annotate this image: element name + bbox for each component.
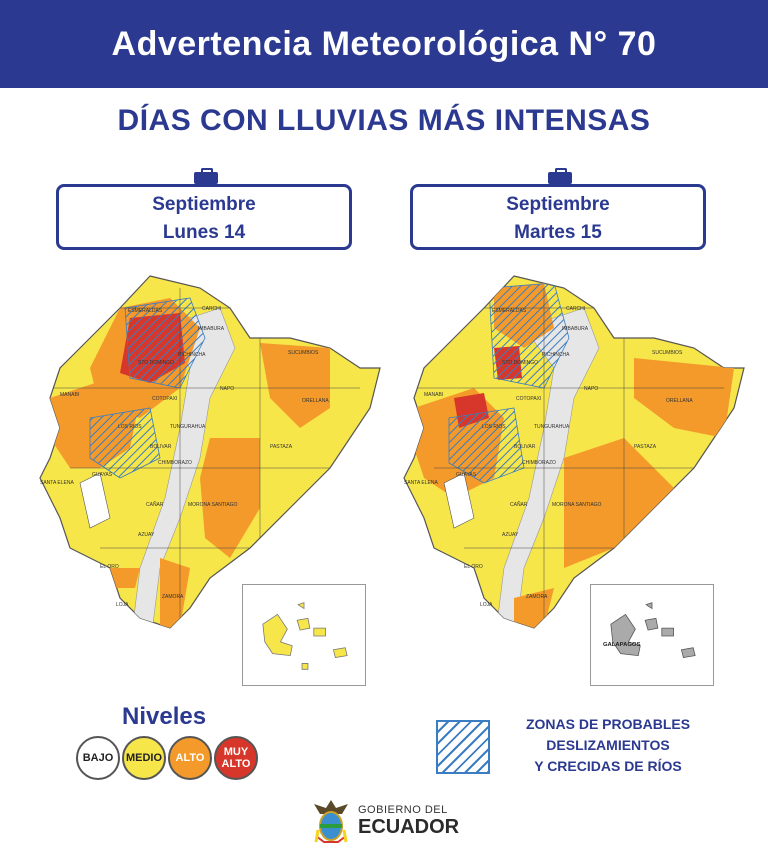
label-santa-elena: SANTA ELENA xyxy=(40,480,74,486)
label-los-rios: LOS RIOS xyxy=(482,424,506,430)
label-orellana: ORELLANA xyxy=(302,398,329,404)
label-sucumbios: SUCUMBIOS xyxy=(652,350,683,356)
subtitle-part2: MÁS INTENSAS xyxy=(417,104,651,137)
levels-legend xyxy=(76,736,258,780)
date-day: Martes 15 xyxy=(514,222,602,243)
date-box-day1 xyxy=(56,184,352,250)
label-imbabura: IMBABURA xyxy=(198,326,225,332)
subtitle-part1: DÍAS CON LLUVIAS xyxy=(117,104,409,137)
label-sto-domingo: STO DOMINGO xyxy=(138,360,175,366)
footer-small: GOBIERNO DEL xyxy=(358,803,448,816)
galapagos-map-day2 xyxy=(591,585,713,685)
ecuador-crest-icon xyxy=(310,796,352,846)
island-shape xyxy=(333,648,347,658)
government-logo xyxy=(310,796,459,846)
galapagos-inset-day1 xyxy=(242,584,366,686)
zone-alto-eloro xyxy=(110,568,140,588)
label-sto-domingo: STO DOMINGO xyxy=(502,360,539,366)
legend-title: Niveles xyxy=(122,703,207,730)
label-los-rios: LOS RIOS xyxy=(118,424,142,430)
level-bajo: BAJO xyxy=(76,736,120,780)
label-cotopaxi: COTOPAXI xyxy=(152,396,178,402)
label-manabi: MANABI xyxy=(424,392,444,398)
island-shape xyxy=(646,603,652,609)
label-loja: LOJA xyxy=(480,602,493,608)
label-morona: MORONA SANTIAGO xyxy=(188,502,238,508)
label-pastaza: PASTAZA xyxy=(270,444,293,450)
island-shape xyxy=(298,603,304,609)
galapagos-inset-day2 xyxy=(590,584,714,686)
label-carchi: CARCHI xyxy=(566,306,586,312)
island-shape xyxy=(681,648,695,658)
header-banner xyxy=(0,0,768,88)
date-day: Lunes 14 xyxy=(162,222,246,243)
subtitle xyxy=(0,104,768,138)
label-tungurahua: TUNGURAHUA xyxy=(534,424,570,430)
level-muy-alto: MUY ALTO xyxy=(214,736,258,780)
label-chimborazo: CHIMBORAZO xyxy=(158,460,192,466)
page-title: Advertencia Meteorológica N° 70 xyxy=(111,24,657,63)
label-loja: LOJA xyxy=(116,602,129,608)
label-cotopaxi: COTOPAXI xyxy=(516,396,542,402)
label-carchi: CARCHI xyxy=(202,306,222,312)
label-zamora: ZAMORA xyxy=(162,594,184,600)
label-el-oro: EL ORO xyxy=(100,564,119,570)
label-el-oro: EL ORO xyxy=(464,564,483,570)
label-zamora: ZAMORA xyxy=(526,594,548,600)
label-bolivar: BOLIVAR xyxy=(514,444,536,450)
label-pichincha: PICHINCHA xyxy=(542,352,570,358)
date-month: Septiembre xyxy=(152,194,256,215)
zones-line3: Y CRECIDAS DE RÍOS xyxy=(534,758,682,774)
label-sucumbios: SUCUMBIOS xyxy=(288,350,319,356)
label-guayas: GUAYAS xyxy=(92,472,113,478)
label-napo: NAPO xyxy=(220,386,235,392)
island-shape xyxy=(645,618,658,630)
label-guayas: GUAYAS xyxy=(456,472,477,478)
date-month: Septiembre xyxy=(506,194,610,215)
label-canar: CAÑAR xyxy=(146,502,164,508)
island-shape xyxy=(302,663,308,669)
label-azuay: AZUAY xyxy=(138,532,155,538)
level-alto: ALTO xyxy=(168,736,212,780)
label-bolivar: BOLIVAR xyxy=(150,444,172,450)
island-shape xyxy=(314,628,326,636)
label-tungurahua: TUNGURAHUA xyxy=(170,424,206,430)
label-imbabura: IMBABURA xyxy=(562,326,589,332)
label-napo: NAPO xyxy=(584,386,599,392)
zone-alto-zamora xyxy=(160,558,190,628)
island-shape xyxy=(297,618,310,630)
label-manabi: MANABI xyxy=(60,392,80,398)
zones-legend-text xyxy=(508,714,708,777)
label-morona: MORONA SANTIAGO xyxy=(552,502,602,508)
label-orellana: ORELLANA xyxy=(666,398,693,404)
label-pichincha: PICHINCHA xyxy=(178,352,206,358)
label-esmeraldas: ESMERALDAS xyxy=(492,308,527,314)
isabela-island xyxy=(263,614,292,655)
briefcase-icon xyxy=(194,172,218,184)
label-chimborazo: CHIMBORAZO xyxy=(522,460,556,466)
galapagos-map-day1 xyxy=(243,585,365,685)
briefcase-icon xyxy=(548,172,572,184)
zones-line2: DESLIZAMIENTOS xyxy=(546,737,670,753)
zones-line1: ZONAS DE PROBABLES xyxy=(525,716,691,732)
label-santa-elena: SANTA ELENA xyxy=(404,480,438,486)
island-shape xyxy=(662,628,674,636)
label-pastaza: PASTAZA xyxy=(634,444,657,450)
isabela-island xyxy=(611,614,640,655)
label-galapagos: GALAPAGOS xyxy=(602,641,641,648)
label-esmeraldas: ESMERALDAS xyxy=(128,308,163,314)
label-azuay: AZUAY xyxy=(502,532,519,538)
level-medio: MEDIO xyxy=(122,736,166,780)
footer-big: ECUADOR xyxy=(358,815,460,838)
date-box-day2 xyxy=(410,184,706,250)
hatch-legend-swatch xyxy=(436,720,490,774)
label-canar: CAÑAR xyxy=(510,502,528,508)
